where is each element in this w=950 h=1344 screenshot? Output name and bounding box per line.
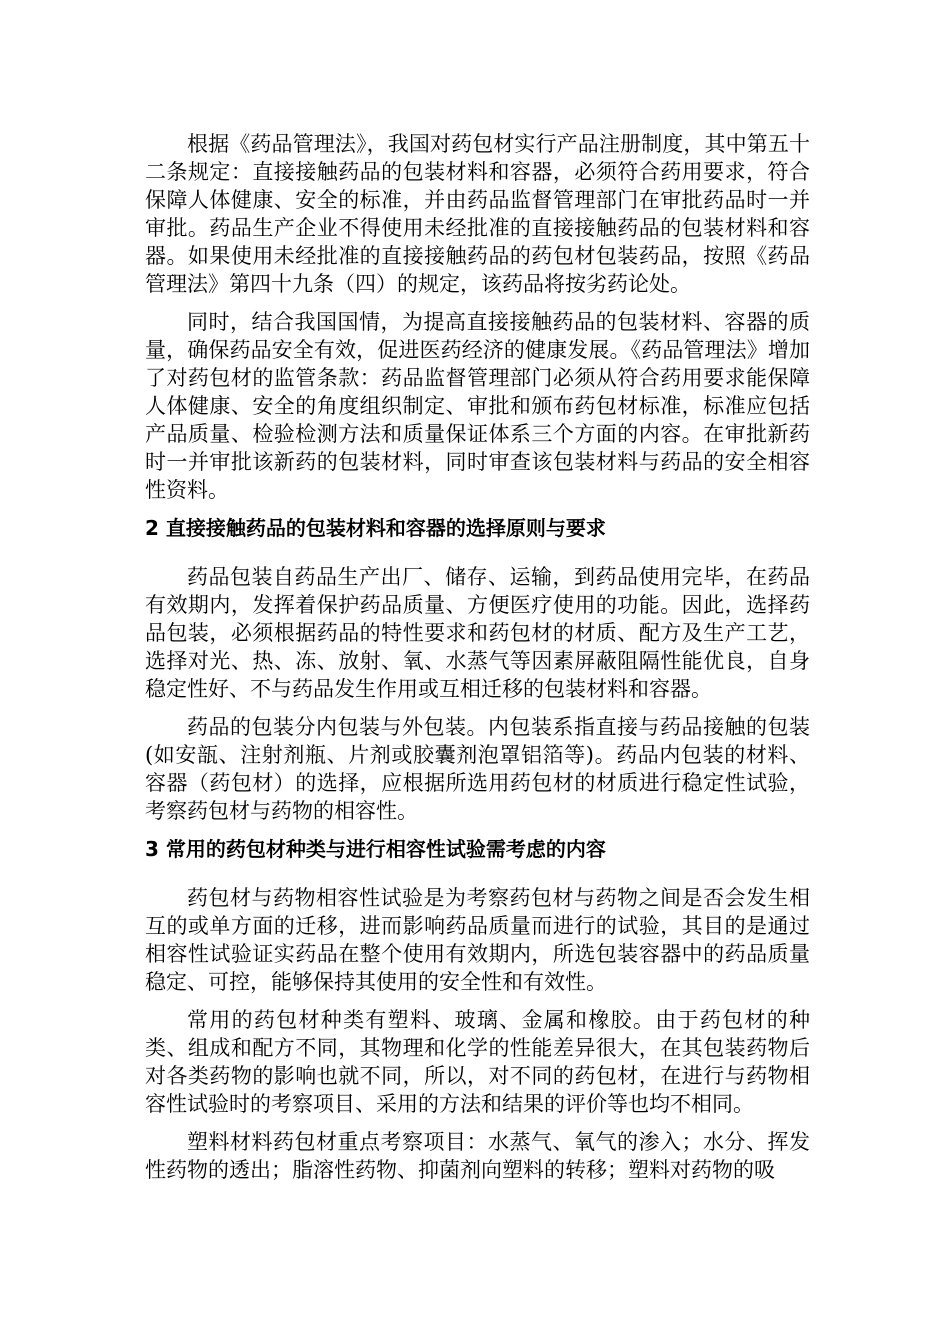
paragraph-supervision-clauses: 同时，结合我国国情，为提高直接接触药品的包装材料、容器的质量，确保药品安全有效，促进医药经济的健康发展。《药品管理法》增加了对药包材的监管条款：药品监督管理部门必须从符合药用要求能保障人体健康、安全的角度组织制定、审批和颁布药包材标准，标准应包括产品质量、检验检测方法和质量保证体系三个方面的内容。在审批新药时一并审批该新药的包装材料，同时审查该包装材料与药品的安全相容性资料。 — [145, 310, 810, 502]
section-heading-2: 2 直接接触药品的包装材料和容器的选择原则与要求 — [145, 516, 606, 540]
paragraph-drug-law-registration: 根据《药品管理法》，我国对药包材实行产品注册制度，其中第五十二条规定：直接接触药品的包装材料和容器，必须符合药用要求，符合保障人体健康、安全的标准，并由药品监督管理部门在审批药品时一并审批。药品生产企业不得使用未经批准的直接接触药品的包装材料和容器。如果使用未经批准的直接接触药品的药包材包装药品，按照《药品管理法》第四十九条（四）的规定，该药品将按劣药论处。 — [145, 132, 810, 296]
paragraph-plastic-items: 塑料材料药包材重点考察项目：水蒸气、氧气的渗入；水分、挥发性药物的透出；脂溶性药物、抑菌剂向塑料的转移；塑料对药物的吸 — [145, 1130, 810, 1182]
paragraph-inner-outer-packaging: 药品的包装分内包装与外包装。内包装系指直接与药品接触的包装(如安瓿、注射剂瓶、片剂或胶囊剂泡罩铝箔等)。药品内包装的材料、容器（药包材）的选择，应根据所选用药包材的材质进行稳定性试验，考察药包材与药物的相容性。 — [145, 715, 810, 823]
paragraph-material-types: 常用的药包材种类有塑料、玻璃、金属和橡胶。由于药包材的种类、组成和配方不同，其物理和化学的性能差异很大，在其包装药物后对各类药物的影响也就不同，所以，对不同的药包材，在进行与药物相容性试验时的考察项目、采用的方法和结果的评价等也均不相同。 — [145, 1008, 810, 1116]
paragraph-compatibility-test: 药包材与药物相容性试验是为考察药包材与药物之间是否会发生相互的或单方面的迁移，进而影响药品质量而进行的试验，其目的是通过相容性试验证实药品在整个使用有效期内，所选包装容器中的药品质量稳定、可控，能够保持其使用的安全性和有效性。 — [145, 886, 810, 994]
document-body — [145, 130, 810, 1194]
section-heading-3: 3 常用的药包材种类与进行相容性试验需考虑的内容 — [145, 837, 606, 861]
paragraph-packaging-selection: 药品包装自药品生产出厂、储存、运输，到药品使用完毕，在药品有效期内，发挥着保护药品质量、方便医疗使用的功能。因此，选择药品包装，必须根据药品的特性要求和药包材的材质、配方及生产工艺，选择对光、热、冻、放射、氧、水蒸气等因素屏蔽阻隔性能优良，自身稳定性好、不与药品发生作用或互相迁移的包装材料和容器。 — [145, 565, 810, 701]
